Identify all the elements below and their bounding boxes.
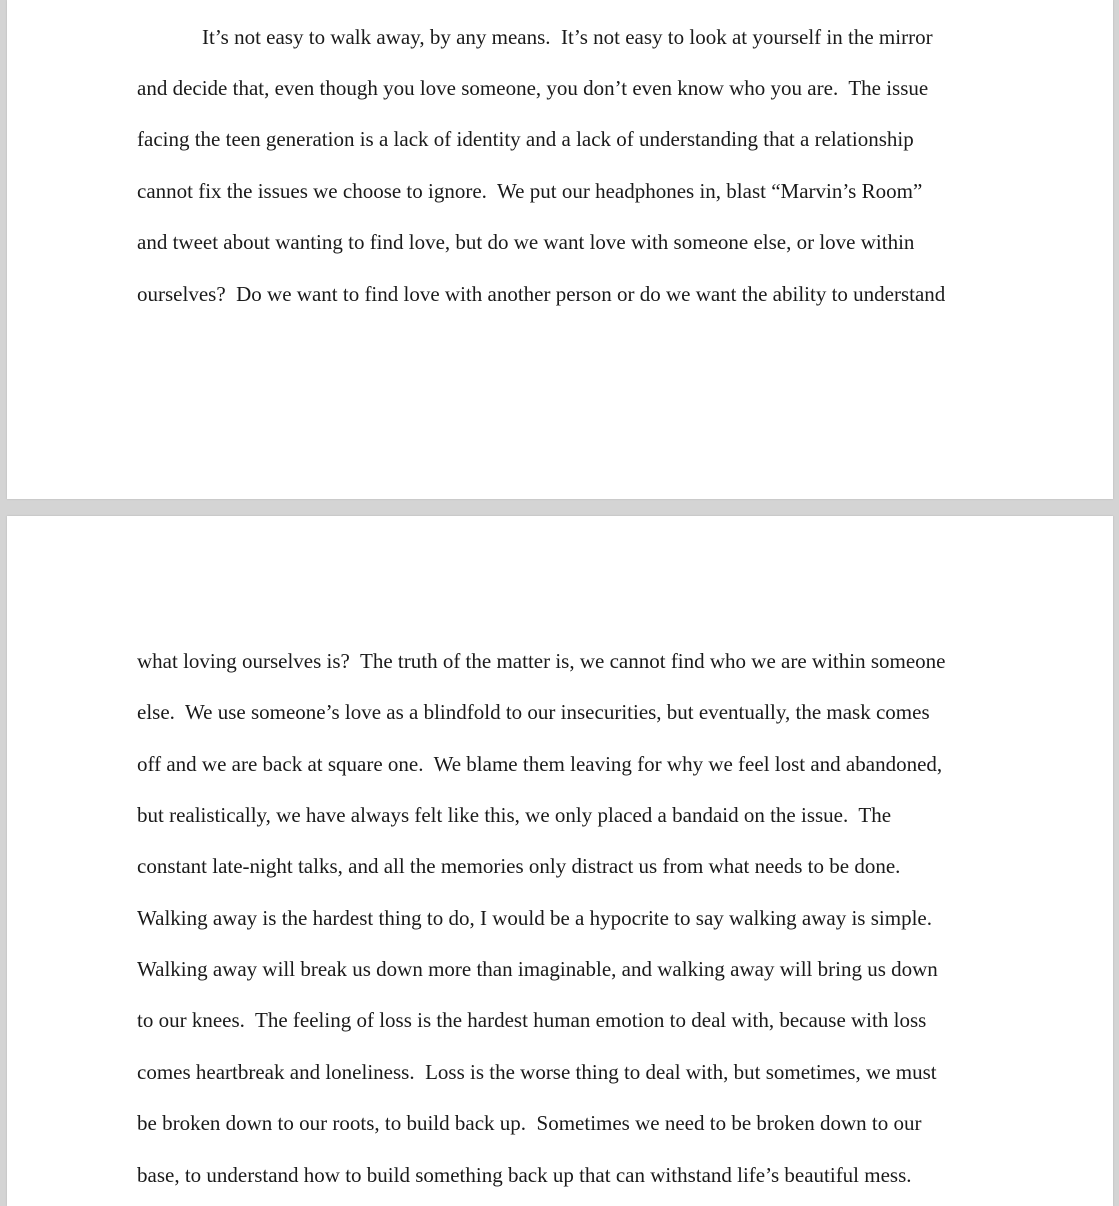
text-line: cannot fix the issues we choose to ignore. We put our headphones in, blast “Marvin’s Room” — [137, 179, 923, 203]
text-line: else. We use someone’s love as a blindfold to our insecurities, but eventually, the mask comes — [137, 700, 930, 724]
text-line: Walking away is the hardest thing to do, I would be a hypocrite to say walking away is simple. — [137, 906, 932, 930]
text-line: what loving ourselves is? The truth of the matter is, we cannot find who we are within someone — [137, 649, 946, 673]
text-line: It’s not easy to walk away, by any means. It’s not easy to look at yourself in the mirror — [202, 25, 933, 49]
text-line: base, to understand how to build something back up that can withstand life’s beautiful mess. — [137, 1163, 912, 1187]
document-page-2 — [7, 516, 1113, 1206]
text-line: and decide that, even though you love someone, you don’t even know who you are. The issue — [137, 76, 929, 100]
text-line: facing the teen generation is a lack of identity and a lack of understanding that a relationship — [137, 127, 914, 151]
text-line: comes heartbreak and loneliness. Loss is the worse thing to deal with, but sometimes, we must — [137, 1060, 937, 1084]
document-page-1 — [7, 0, 1113, 499]
text-line: but realistically, we have always felt like this, we only placed a bandaid on the issue. The — [137, 803, 892, 827]
text-line: off and we are back at square one. We blame them leaving for why we feel lost and abandoned, — [137, 752, 943, 776]
text-line: be broken down to our roots, to build back up. Sometimes we need to be broken down to our — [137, 1111, 922, 1135]
text-line: constant late-night talks, and all the memories only distract us from what needs to be done. — [137, 854, 901, 878]
text-line: ourselves? Do we want to find love with another person or do we want the ability to understand — [137, 282, 946, 306]
text-line: and tweet about wanting to find love, but do we want love with someone else, or love within — [137, 230, 915, 254]
text-line: Walking away will break us down more than imaginable, and walking away will bring us down — [137, 957, 938, 981]
text-line: to our knees. The feeling of loss is the hardest human emotion to deal with, because with loss — [137, 1008, 927, 1032]
